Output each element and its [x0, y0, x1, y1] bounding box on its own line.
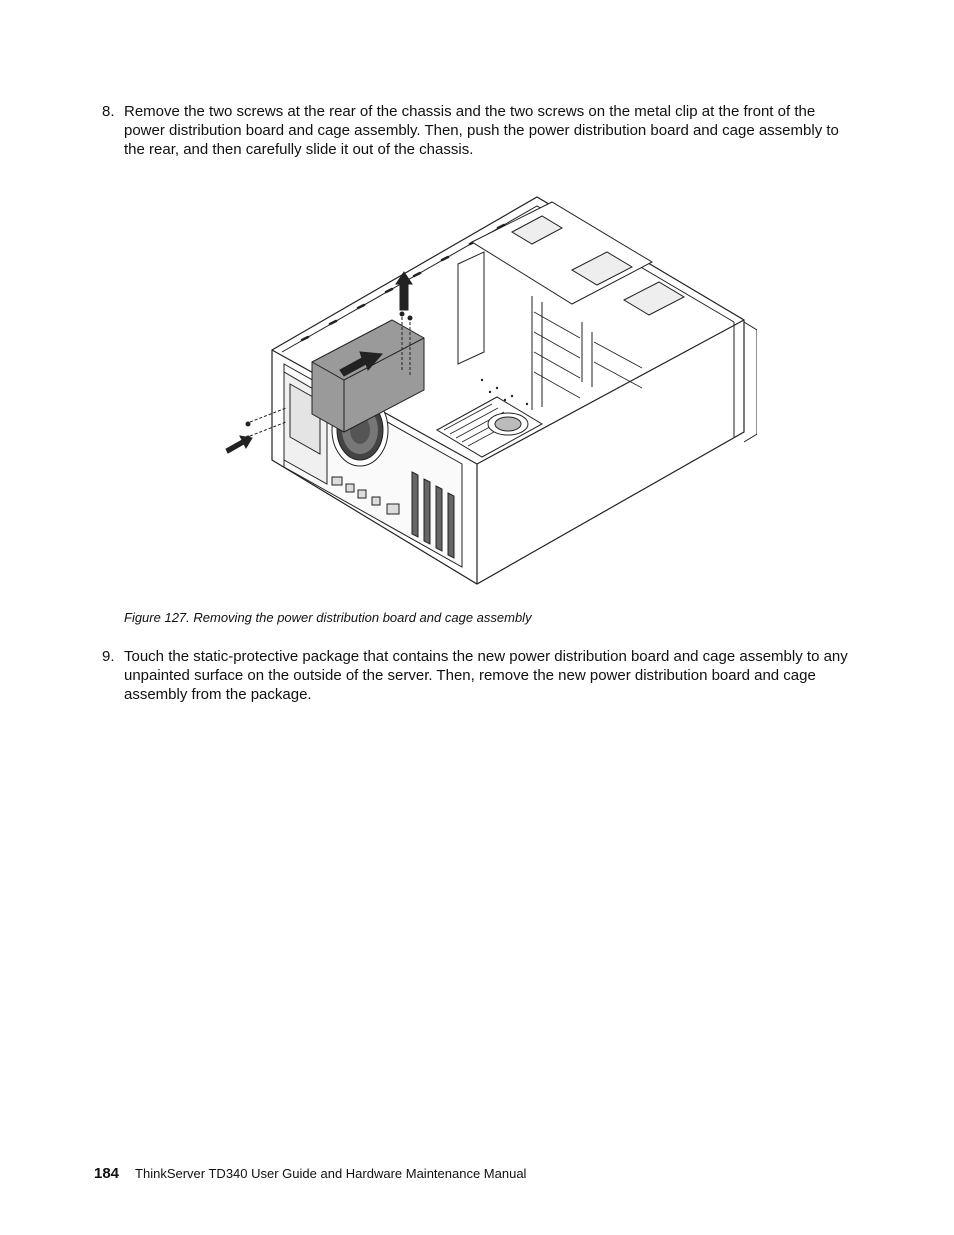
step-8 — [102, 102, 852, 159]
step-text: Touch the static-protective package that contains the new power distribution board and cage assembly to any unpainted surface on the outside of the server. Then, remove the new power distribution board and cage assembly from the package. — [124, 648, 848, 703]
step-9 — [102, 647, 852, 704]
step-text: Remove the two screws at the rear of the chassis and the two screws on the metal clip at the front of the power distribution board and cage assembly. Then, push the power distribution board and cage assembly to the rear, and then carefully slide it out of the chassis. — [124, 103, 839, 158]
page-footer — [94, 1165, 526, 1182]
step-number: 9. — [102, 648, 115, 665]
manual-title: ThinkServer TD340 User Guide and Hardware Maintenance Manual — [135, 1166, 527, 1181]
step-number: 8. — [102, 103, 115, 120]
chassis-illustration — [212, 192, 757, 590]
figure-caption: Figure 127. Removing the power distribution board and cage assembly — [124, 610, 532, 625]
page-number: 184 — [94, 1165, 120, 1182]
